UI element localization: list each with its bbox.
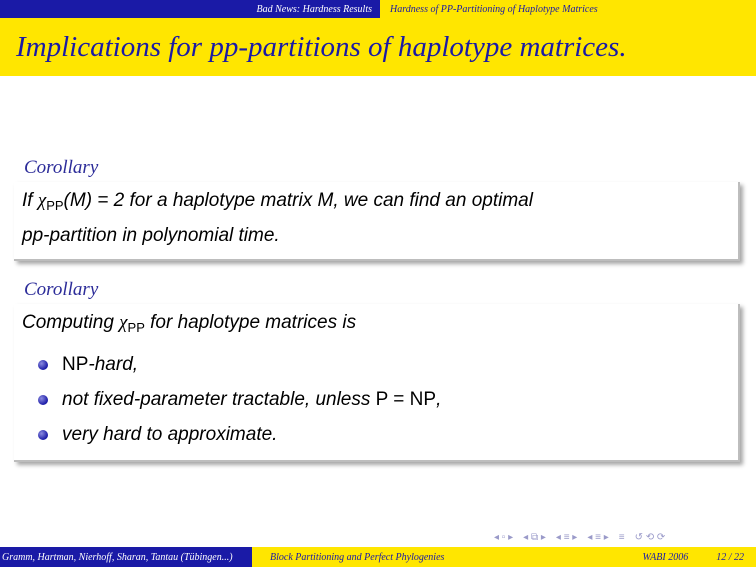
corollary-body (14, 304, 740, 462)
nav-appendix-icon[interactable]: ≡ (618, 531, 625, 543)
footer-page-number: 12 / 22 (716, 551, 744, 563)
corollary-line-1: If $\chi_{PP}(M) = 2$ for a haplotype matrix M, we can find an optimal (22, 190, 533, 213)
bullet-icon (38, 430, 48, 440)
list-item: not fixed-parameter tractable, unless P = NP , (22, 382, 728, 417)
footer-authors: Gramm, Hartman, Nierhoff, Sharan, Tantau (Tübingen...) (0, 547, 252, 567)
nav-document-icon[interactable]: ◂ ≡ ▸ (587, 531, 609, 543)
list-item: very hard to approximate. (22, 417, 728, 452)
corollary-block-1 (14, 154, 740, 261)
corollary-intro: Computing $\chi_{PP}$ for haplotype matrices is (22, 312, 357, 335)
footer-bar (0, 547, 756, 567)
title-bar (0, 18, 756, 76)
corollary-list (22, 347, 728, 452)
nav-section-label: Bad News: Hardness Results (256, 3, 372, 15)
nav-search-back-icon[interactable]: ↺ ⟲ ⟳ (634, 531, 666, 543)
corollary-line-2: pp-partition in polynomial time. (22, 225, 280, 246)
chi-subscript: PP (127, 320, 145, 335)
chi-symbol: χ (119, 312, 128, 333)
footer-venue: WABI 2006 (642, 551, 689, 563)
corollary-body (14, 182, 740, 261)
nav-subsection-label: Hardness of PP-Partitioning of Haplotype Matrices (390, 3, 598, 15)
corollary-label: Corollary (24, 157, 99, 178)
footer-right (504, 547, 756, 567)
chi-symbol: χ (37, 190, 47, 211)
footer-talk-title: Block Partitioning and Perfect Phylogenies (252, 547, 504, 567)
list-item: NP -hard, (22, 347, 728, 382)
nav-subsection-icon[interactable]: ◂ ⧉ ▸ (523, 531, 546, 543)
nav-section[interactable] (0, 0, 380, 18)
slide-title: Implications for pp-partitions of haplotype matrices. (16, 30, 627, 63)
nav-subsection[interactable] (380, 0, 756, 18)
nav-section-icon[interactable]: ◂ ≡ ▸ (555, 531, 578, 543)
chi-subscript: PP (46, 198, 64, 213)
bullet-icon (38, 395, 48, 405)
corollary-label: Corollary (24, 279, 99, 300)
top-navigation-bar (0, 0, 756, 18)
beamer-navigation-symbols (494, 530, 754, 544)
nav-frame-icon[interactable]: ◂ ▫ ▸ (494, 531, 514, 543)
bullet-icon (38, 360, 48, 370)
corollary-block-2 (14, 276, 740, 462)
